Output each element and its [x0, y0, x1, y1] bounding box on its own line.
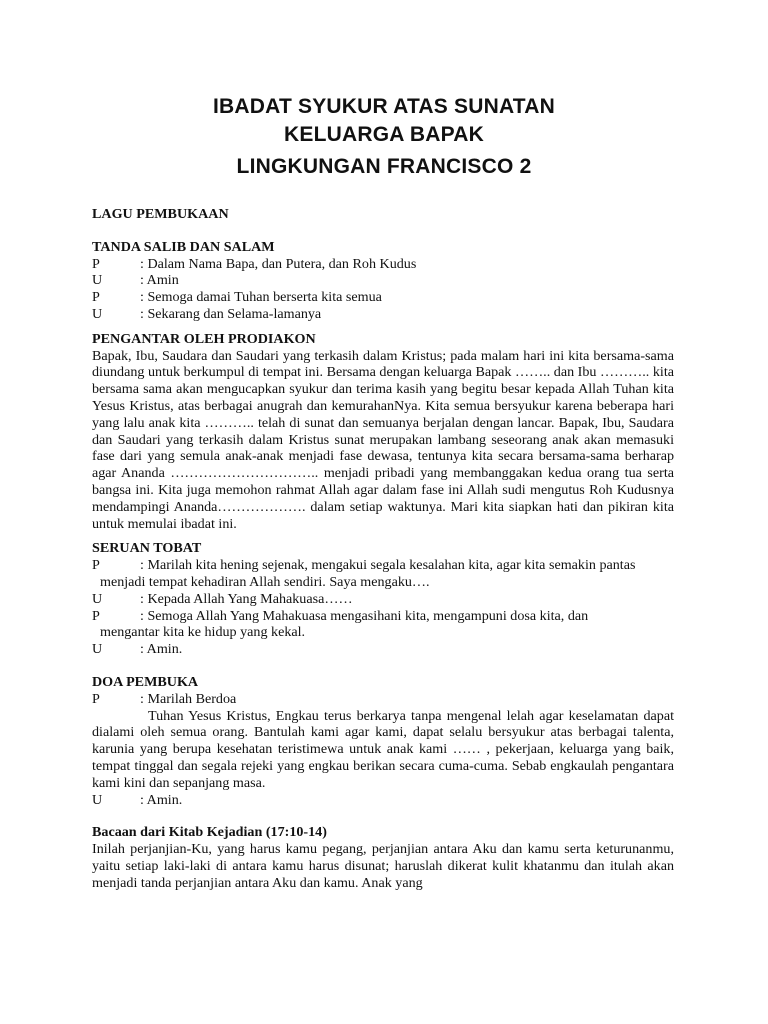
dialog-line [92, 306, 674, 323]
dialog-line [92, 792, 674, 809]
heading-bacaan: Bacaan dari Kitab Kejadian (17:10-14) [92, 824, 327, 841]
dialog-text: : Sekarang dan Selama-lamanya [140, 305, 322, 322]
heading-tanda-salib: TANDA SALIB DAN SALAM [92, 238, 275, 255]
dialog-continuation: menjadi tempat kehadiran Allah sendiri. Saya mengaku…. [100, 573, 430, 590]
doc-title-line-3: LINGKUNGAN FRANCISCO 2 [236, 155, 532, 178]
dialog-line [92, 591, 674, 608]
doa-paragraph: Tuhan Yesus Kristus, Engkau terus berkarya tanpa mengenal lelah agar keselamatan dapat dialami oleh semua orang. Bantulah kami agar kami, dapat selalu bersyukur atas berbagai talenta, karunia yang berupa kesehatan teristimewa untuk anak kami …… , pekerjaan, keluarga yang baik, tempat tinggal dan segala rejeki yang engkau berikan secara cuma-cuma. Sebab engkaulah pengantara kami kini dan sepanjang masa. [92, 707, 674, 791]
dialog-line [92, 557, 674, 574]
dialog-line [92, 289, 674, 306]
dialog-text: : Dalam Nama Bapa, dan Putera, dan Roh Kudus [140, 255, 417, 272]
doc-title-line-1: IBADAT SYUKUR ATAS SUNATAN [213, 95, 555, 118]
heading-seruan-tobat: SERUAN TOBAT [92, 540, 202, 557]
heading-pengantar: PENGANTAR OLEH PRODIAKON [92, 330, 316, 347]
document-body [92, 206, 674, 891]
dialog-text: : Amin. [140, 641, 183, 658]
dialog-text: : Kepada Allah Yang Mahakuasa…… [140, 590, 353, 607]
speaker-label: P [92, 557, 100, 574]
speaker-label: P [92, 255, 100, 272]
heading-lagu-pembukaan: LAGU PEMBUKAAN [92, 206, 229, 222]
speaker-label: U [92, 791, 103, 808]
speaker-label: P [92, 607, 100, 624]
dialog-text: : Amin. [140, 791, 183, 808]
speaker-label: U [92, 305, 103, 322]
dialog-text: : Amin [140, 272, 179, 289]
dialog-line [92, 272, 674, 289]
bacaan-paragraph: Inilah perjanjian-Ku, yang harus kamu pegang, perjanjian antara Aku dan kamu serta keturunanmu, yaitu setiap laki-laki di antara kamu harus disunat; haruslah dikerat kulit khatanmu dan itulah akan menjadi tanda perjanjian antara Aku dan kamu. Anak yang [92, 841, 674, 891]
dialog-text: : Semoga damai Tuhan berserta kita semua [140, 289, 382, 306]
pengantar-paragraph: Bapak, Ibu, Saudara dan Saudari yang terkasih dalam Kristus; pada malam hari ini kita bersama-sama diundang untuk berkumpul di tempat ini. Bersama dengan keluarga Bapak …….. dan Ibu ……….. kita bersama sama akan mengucapkan syukur dan terima kasih yang begitu besar kepada Allah Tuhan kita Yesus Kristus, atas berbagai anugrah dan kemurahanNya. Kita semua bersyukur karena beberapa hari yang lalu anak kita ……….. telah di sunat dan semuanya berjalan dengan lancar. Bapak, Ibu, Saudara dan Saudari yang terkasih dalam Kristus sunat merupakan lambang seseorang anak akan memasuki fase dari yang semula anak-anak menjadi fase dewasa, tentunya kita secara bersama-sama berharap agar Ananda ………………………….. menjadi pribadi yang membanggakan kedua orang tua serta bangsa ini. Kita juga memohon rahmat Allah agar dalam fase ini Allah sudi mengutus Roh Kudusnya mendampingi Ananda………………. dalam setiap waktunya. Mari kita siapkan hati dan pikiran kita untuk memulai ibadat ini. [92, 347, 674, 532]
speaker-label: P [92, 289, 100, 306]
speaker-label: P [92, 690, 100, 707]
speaker-label: U [92, 641, 103, 658]
dialog-line [92, 691, 674, 708]
dialog-text: : Semoga Allah Yang Mahakuasa mengasihani kita, mengampuni dosa kita, dan [140, 607, 589, 624]
dialog-line [92, 608, 674, 625]
dialog-line [92, 641, 674, 658]
doc-title-line-2: KELUARGA BAPAK [284, 123, 484, 146]
dialog-line [92, 256, 674, 273]
speaker-label: U [92, 272, 103, 289]
dialog-text: : Marilah Berdoa [140, 690, 237, 707]
dialog-text: : Marilah kita hening sejenak, mengakui segala kesalahan kita, agar kita semakin pantas [140, 557, 636, 574]
heading-doa-pembuka: DOA PEMBUKA [92, 673, 199, 690]
dialog-continuation: mengantar kita ke hidup yang kekal. [100, 624, 306, 641]
speaker-label: U [92, 590, 103, 607]
